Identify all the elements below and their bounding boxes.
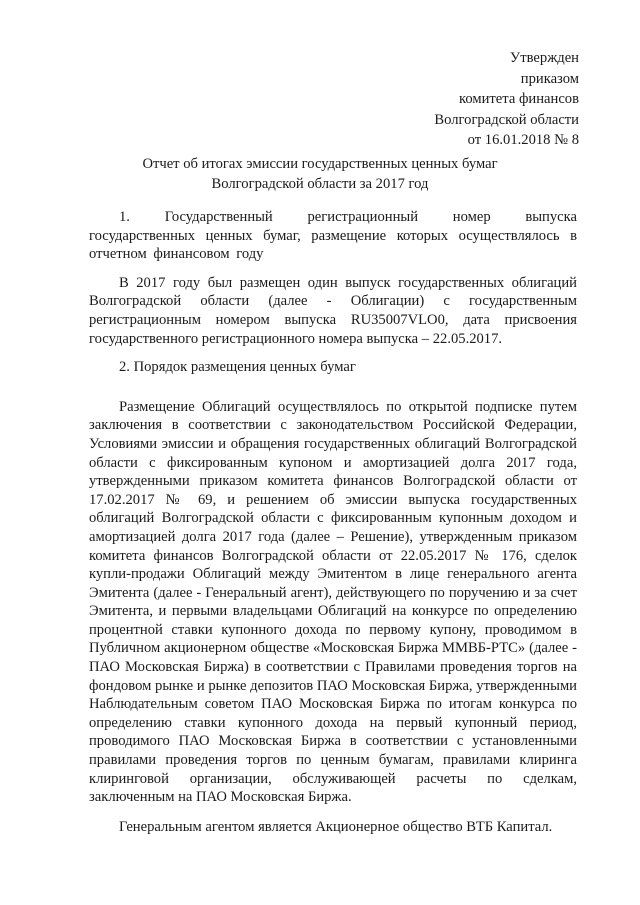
general-agent-text: Генеральным агентом является Акционерное общество ВТБ Капитал. [119, 818, 553, 835]
approval-stamp [434, 48, 579, 151]
approval-line: Волгоградской области [434, 111, 579, 128]
section-1-text: В 2017 году был размещен один выпуск государственных облигаций Волгоградской области (далее - Облигации) с государственным регистрационным номером выпуска RU35007VLO0, дата присвоения государственного регистрационного номера выпуска – 22.05.2017. [89, 274, 577, 347]
approval-line: от 16.01.2018 № 8 [467, 132, 579, 148]
document-body [89, 208, 577, 836]
approval-line: комитета финансов [459, 91, 579, 107]
section-2-text: Размещение Облигаций осуществлялось по открытой подписке путем заключения в соответствии с законодательством Российской Федерации, Условиями эмиссии и обращения государственных облигаций Волгоградской области с фиксированным купоном и амортизацией долга 2017 года, утвержденными приказом комитета финансов Волгоградской области от 17.02.2017 № 69, и решением об эмиссии выпуска государственных облигаций Волгоградской области с фиксированным купонным доходом и амортизацией долга 2017 года (далее – Решение), утвержденным приказом комитета финансов Волгоградской области от 22.05.2017 № 176, сделок купли-продажи Облигаций между Эмитентом в лице генерального агента Эмитента (далее - Генеральный агент), действующего по поручению и за счет Эмитента, и первыми владельцами Облигаций на конкурсе по определению процентной ставки купонного дохода по первому купону, проводимом в Публичном акционерном обществе «Московская Биржа ММВБ-РТС» (далее - ПАО Московская Биржа) в соответствии с Правилами проведения торгов на фондовом рынке и рынке депозитов ПАО Московская Биржа, утвержденными Наблюдательным советом ПАО Московская Биржа по итогам конкурса по определению ставки купонного дохода на первый купонный период, проводимого ПАО Московская Биржа в соответствии с установленными правилами проведения торгов по ценным бумагам, правилами клиринга клиринговой организации, обслуживающей расчеты по сделкам, заключенным на ПАО Московская Биржа. [89, 398, 577, 806]
section-2-heading: 2. Порядок размещения ценных бумаг [119, 359, 356, 376]
title-line: Волгоградской области за 2017 год [211, 175, 429, 192]
approval-line: приказом [520, 70, 579, 87]
document-title [0, 155, 640, 194]
title-line: Отчет об итогах эмиссии государственных ценных бумаг [142, 156, 498, 172]
section-1-heading: 1. Государственный регистрационный номер выпуска государственных ценных бумаг, размещение которых осуществлялось в отчетном финансовом году [89, 209, 577, 263]
approval-line: Утвержден [509, 50, 579, 66]
